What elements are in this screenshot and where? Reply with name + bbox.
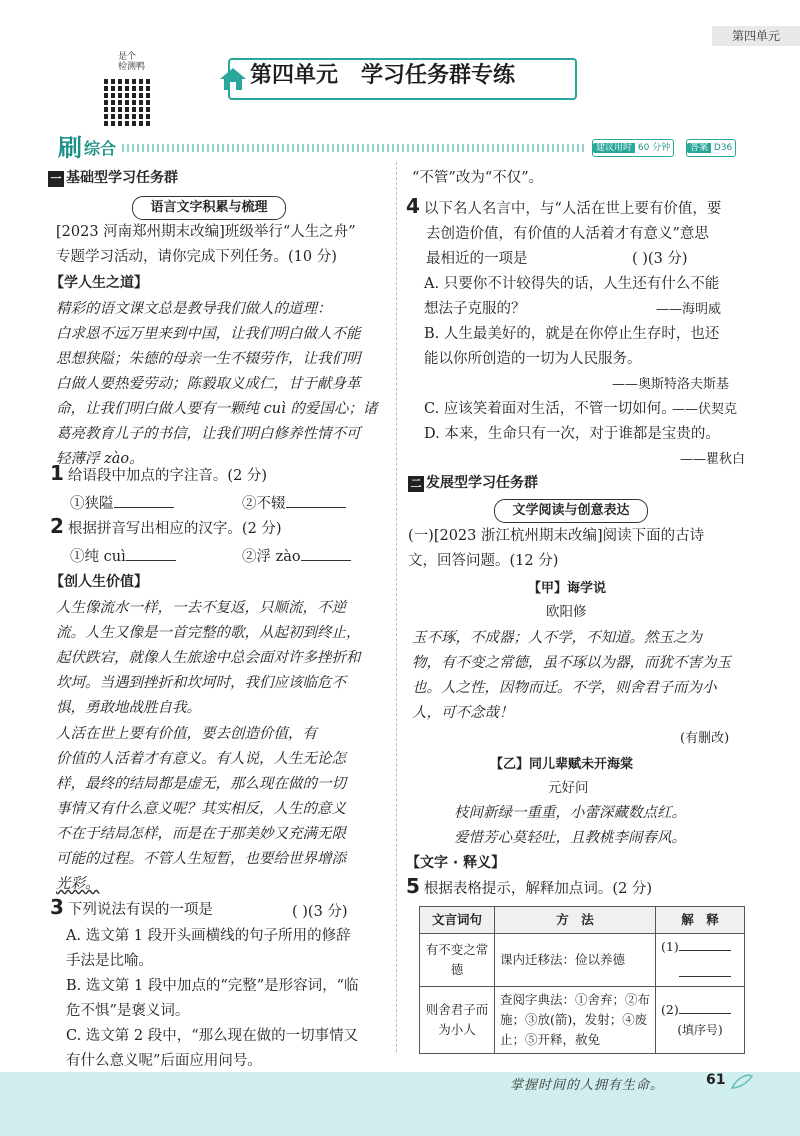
para-a-line: 轻薄浮 zào。 — [56, 451, 144, 467]
q4-answer-paren[interactable]: ( )(3 分) — [632, 251, 688, 267]
table-cell-method: 查阅字典法：①舍弃；②布施；③放(箭)，发射；④废止；⑤开释，赦免 — [495, 987, 656, 1054]
question-2: 2 根据拼音写出相应的汉字。(2 分) — [50, 514, 282, 538]
para-a-line: 葛亮教育儿子的书信，让我们明白修养性情不可 — [56, 426, 361, 442]
qr-code-icon[interactable] — [104, 78, 152, 126]
heading-word-meaning: 【文字 · 释义】 — [406, 855, 506, 871]
task-pill-2: 文学阅读与创意表达 — [494, 499, 648, 523]
q3-option: 有什么意义呢”后面应用问号。 — [66, 1053, 262, 1069]
section-heading-develop: 二 发展型学习任务群 — [408, 471, 538, 497]
q4-option: 能以你所创造的一切为人民服务。 — [424, 351, 642, 367]
para-b-line: 事情又有什么意义呢？其实相反，人生的意义 — [56, 801, 346, 817]
q4-author: ——海明威 — [656, 302, 722, 317]
q4-author: ——奥斯特洛夫斯基 — [612, 377, 730, 392]
section-heading-basic: 一 基础型学习任务群 — [48, 166, 178, 192]
q5-table — [419, 906, 745, 1054]
jia-text-line: 也。人之性，因物而迁。不学，则舍君子而为小 — [412, 680, 717, 696]
q4-option: 想法子克服的？ — [424, 301, 526, 317]
question-1: 1 给语段中加点的字注音。(2 分) — [50, 461, 268, 485]
q1-item-a: ①狭隘 — [70, 492, 174, 518]
unit-tag: 第四单元 — [712, 26, 800, 46]
table-row — [420, 987, 745, 1054]
para-a-line: 白做人要热爱劳动；陈毅取义成仁，甘于献身革 — [56, 376, 361, 392]
para-a-line: 白求恩不远万里来到中国，让我们明白做人不能 — [56, 326, 361, 342]
heading-learn: 【学人生之道】 — [50, 275, 148, 291]
q3-answer-paren[interactable]: ( )(3 分) — [292, 904, 348, 920]
page-title: 第四单元 学习任务群专练 — [250, 63, 515, 88]
poem-yi-line: 爱惜芳心莫轻吐，且教桃李闹春风。 — [454, 830, 686, 846]
para-b-line: 价值的人活着才有意义。有人说，人生无论怎 — [56, 751, 346, 767]
section-mark-small: 综合 — [84, 139, 117, 158]
qr-label: 是个 检测鸭 — [118, 52, 146, 72]
q4-option: B. 人生最美好的，就是在你停止生存时，也还 — [424, 326, 720, 342]
jia-text-line: 物，有不变之常德，虽不琢以为器，而犹不害为玉 — [412, 655, 731, 671]
para-b-line: 光彩。 — [56, 876, 100, 892]
question-5: 5 根据表格提示，解释加点词。(2 分) — [406, 874, 653, 898]
section-mark-big: 刷 — [58, 134, 82, 162]
table-header: 解 释 — [656, 907, 745, 934]
jia-text-line: 人，可不念哉！ — [412, 705, 514, 721]
para-b-line: 不在于结局怎样，而是在于那美妙又充满无限 — [56, 826, 346, 842]
para-b-line: 人生像流水一样，一去不复返，只顺流，不逆 — [56, 600, 346, 616]
jia-note: (有删改) — [680, 731, 730, 746]
footer-motto: 掌握时间的人拥有生命。 — [510, 1078, 665, 1093]
para-a-line: 思想狭隘；朱德的母亲一生不辍劳作，让我们明 — [56, 351, 361, 367]
q4-author: ——伏契克 — [672, 402, 738, 417]
poem-jia-author: 欧阳修 — [546, 604, 587, 620]
q4-option: C. 应该笑着面对生活，不管一切如何。 — [424, 401, 676, 417]
section-dots — [122, 144, 587, 152]
para-b-line: 可能的过程。不管人生短暂，也要给世界增添 — [56, 851, 346, 867]
q3-option: 危不惧”是褒义词。 — [66, 1003, 190, 1019]
q4-author: ——瞿秋白 — [680, 452, 746, 467]
table-header: 文言词句 — [420, 907, 495, 934]
table-cell-answer[interactable]: (2) (填序号) — [656, 987, 745, 1054]
q4-stem: 去创造价值，有价值的人活着才有意义”意思 — [426, 226, 709, 242]
table-cell-answer[interactable]: (1) — [656, 934, 745, 987]
q4-option: A. 只要你不计较得失的话，人生还有什么不能 — [424, 276, 720, 292]
intro-line: 文，回答问题。(12 分) — [408, 553, 559, 569]
poem-yi-author: 元好问 — [548, 780, 589, 796]
page-number: 61 — [706, 1072, 726, 1088]
para-b-line: 人活在世上要有价值，要去创造价值，有 — [56, 726, 317, 742]
q3-continuation: “不管”改为“不仅”。 — [412, 170, 544, 186]
question-3: 3 下列说法有误的一项是 — [50, 895, 213, 919]
intro-line-1: [2023 河南郑州期末改编]班级举行“人生之舟” — [56, 224, 356, 240]
q1-blank-b[interactable] — [286, 507, 346, 508]
intro-line-2: 专题学习活动，请你完成下列任务。(10 分) — [56, 249, 337, 265]
para-b-line: 起伏跌宕，就像人生旅途中总会面对许多挫折和 — [56, 650, 361, 666]
table-header: 方 法 — [495, 907, 656, 934]
intro-line: (一)[2023 浙江杭州期末改编]阅读下面的古诗 — [408, 528, 705, 544]
task-pill-1: 语言文字积累与梳理 — [132, 196, 286, 220]
table-cell-method: 课内迁移法：俭以养德 — [495, 934, 656, 987]
jia-text-line: 玉不琢，不成器；人不学，不知道。然玉之为 — [412, 630, 702, 646]
answer-tag[interactable]: 答案 D36 — [686, 139, 736, 157]
leaf-icon — [730, 1072, 754, 1092]
q1-item-b: ②不辍 — [242, 492, 346, 518]
table-cell-word: 则舍君子而为小人 — [420, 987, 495, 1054]
poem-yi-title: 【乙】同儿辈赋未开海棠 — [490, 757, 634, 772]
para-a-line: 命，让我们明白做人要有一颗纯 cuì 的爱国心；诸 — [56, 401, 378, 417]
q1-blank-a[interactable] — [114, 507, 174, 508]
q3-option: B. 选文第 1 段中加点的“完整”是形容词，“临 — [66, 978, 359, 994]
para-b-line: 流。人生又像是一首完整的歌，从起初到终止， — [56, 625, 361, 641]
para-a-line: 精彩的语文课文总是教导我们做人的道理： — [56, 301, 332, 317]
table-cell-word: 有不变之常德 — [420, 934, 495, 987]
para-b-line: 样，最终的结局都是虚无，那么现在做的一切 — [56, 776, 346, 792]
table-row — [420, 934, 745, 987]
q3-option: C. 选文第 2 段中，“那么现在做的一切事情又 — [66, 1028, 359, 1044]
para-b-line: 坎坷。当遇到挫折和坎坷时，我们应该临危不 — [56, 675, 346, 691]
question-4: 4 以下名人名言中，与“人活在世上要有价值，要 — [406, 194, 722, 218]
q2-blank-a[interactable] — [126, 560, 176, 561]
para-b-line: 惧，勇敢地战胜自我。 — [56, 700, 201, 716]
q2-item-b: ②浮 zào — [242, 545, 351, 571]
column-divider — [396, 162, 397, 1052]
q2-blank-b[interactable] — [301, 560, 351, 561]
poem-yi-line: 枝间新绿一重重，小蕾深藏数点红。 — [454, 805, 686, 821]
q3-option: A. 选文第 1 段开头画横线的句子所用的修辞 — [66, 928, 351, 944]
q3-option: 手法是比喻。 — [66, 953, 153, 969]
q4-stem: 最相近的一项是 — [426, 251, 528, 267]
house-icon — [218, 66, 248, 92]
q4-option: D. 本来，生命只有一次，对于谁都是宝贵的。 — [424, 426, 720, 442]
poem-jia-title: 【甲】诲学说 — [528, 581, 607, 596]
q2-item-a: ①纯 cuì — [70, 545, 176, 571]
heading-create: 【创人生价值】 — [50, 574, 148, 590]
footer-band — [0, 1072, 800, 1136]
time-tag: 建议用时 60 分钟 — [592, 139, 674, 157]
